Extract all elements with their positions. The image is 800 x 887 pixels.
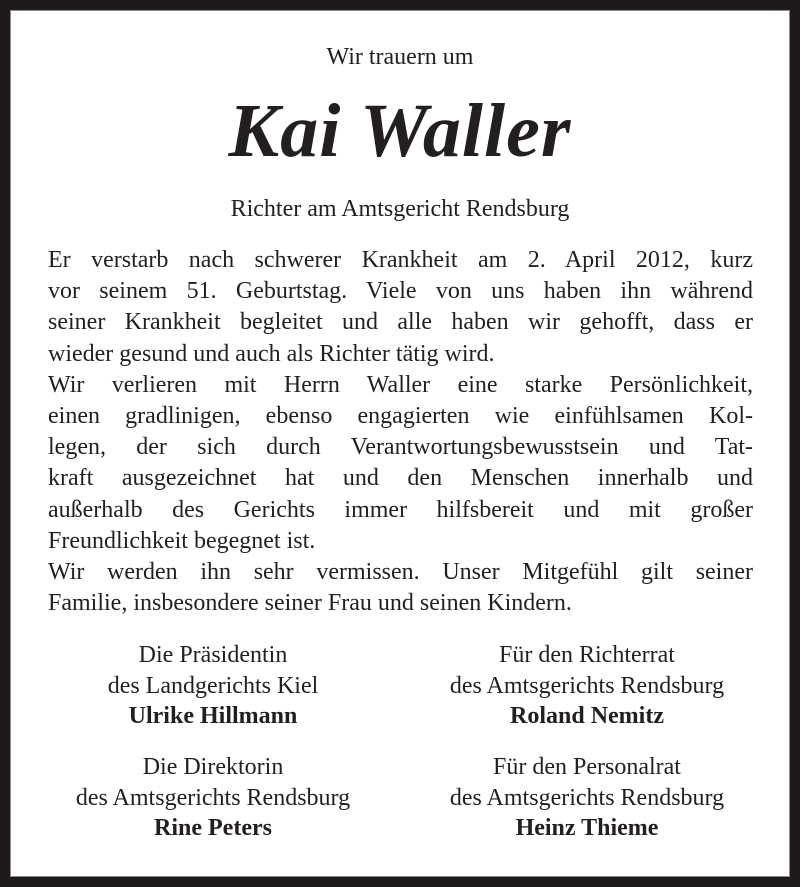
deceased-name: Kai Waller	[228, 89, 572, 173]
signature-name: Ulrike Hillmann	[128, 703, 298, 729]
body-line: Freundlichkeit begegnet ist.	[48, 527, 316, 554]
body-line: vor seinem 51. Geburtstag. Viele von uns haben ihn während	[48, 278, 753, 305]
signature-institution: des Landgerichts Kiel	[107, 672, 319, 699]
body-line: Wir werden ihn sehr vermissen. Unser Mitgefühl gilt seiner	[48, 558, 753, 585]
signature-institution: des Amtsgerichts Rendsburg	[449, 784, 725, 811]
body-line: kraft ausgezeichnet hat und den Menschen innerhalb und	[48, 465, 753, 492]
body-line: wieder gesund und auch als Richter tätig wird.	[48, 340, 495, 367]
signature-president	[13, 640, 413, 732]
deceased-role: Richter am Amtsgericht Rendsburg	[230, 196, 570, 222]
intro-text: Wir trauern um	[326, 44, 474, 70]
obituary-body	[48, 245, 753, 619]
body-line: Wir verlieren mit Herrn Waller eine starke Persönlichkeit,	[48, 371, 753, 398]
signature-name: Heinz Thieme	[515, 815, 659, 841]
signature-title: Die Präsidentin	[138, 642, 288, 668]
body-line: einen gradlinigen, ebenso engagierten wie einfühlsamen Kol-	[48, 402, 753, 429]
signature-name: Roland Nemitz	[510, 703, 664, 729]
body-line: Er verstarb nach schwerer Krankheit am 2. April 2012, kurz	[48, 247, 753, 273]
body-line: legen, der sich durch Verantwortungsbewusstsein und Tat-	[48, 434, 753, 461]
signature-richterrat	[387, 640, 787, 732]
body-line: Familie, insbesondere seiner Frau und seinen Kindern.	[48, 590, 572, 617]
body-line: außerhalb des Gerichts immer hilfsbereit und mit großer	[48, 496, 753, 523]
signature-title: Für den Richterrat	[499, 642, 675, 668]
body-line: seiner Krankheit begleitet und alle haben wir gehofft, dass er	[48, 309, 753, 336]
signature-title: Für den Personalrat	[493, 754, 681, 780]
signature-institution: des Amtsgerichts Rendsburg	[75, 784, 351, 811]
signature-name: Rine Peters	[154, 815, 272, 841]
signature-personalrat	[387, 752, 787, 844]
signature-director	[13, 752, 413, 844]
signature-title: Die Direktorin	[142, 754, 284, 780]
signature-institution: des Amtsgerichts Rendsburg	[449, 672, 725, 699]
